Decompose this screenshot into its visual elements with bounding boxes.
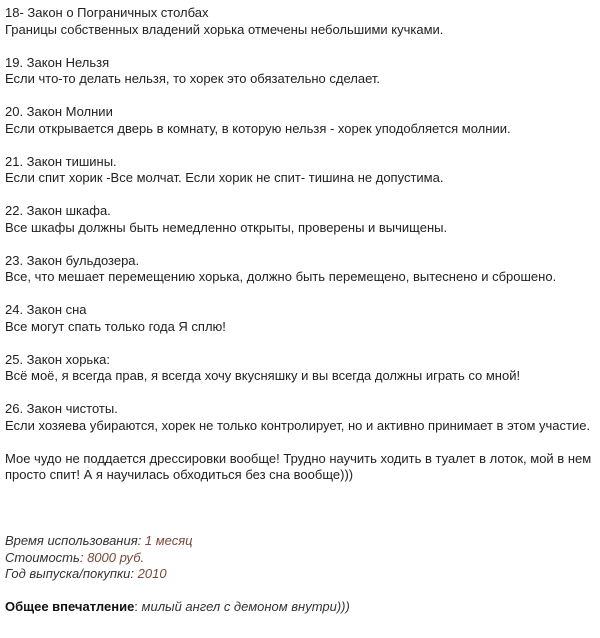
review-meta (5, 533, 595, 583)
spacer (5, 500, 595, 533)
year-row (5, 566, 595, 583)
law-22 (5, 203, 595, 236)
law-text: Границы собственных владений хорька отмечены небольшими кучками. (5, 21, 444, 37)
law-25 (5, 352, 595, 385)
law-21 (5, 154, 595, 187)
year-value: 2010 (137, 566, 167, 581)
closing-text: Мое чудо не поддается дрессировки вообще! Трудно научить ходить в туалет в лоток, мой в нем просто спит! А я научилась обходиться без сна вообще))) (5, 450, 592, 482)
law-text: Если открывается дверь в комнату, в которую нельзя - хорек уподобляется молнии. (5, 120, 511, 136)
cost-row (5, 550, 595, 567)
law-title: 21. Закон тишины. (5, 153, 117, 169)
law-title: 25. Закон хорька: (5, 351, 111, 367)
overall-separator: : (134, 598, 138, 614)
law-text: Если хозяева убираются, хорек не только контролирует, но и активно принимает в этом участие. (5, 417, 591, 433)
year-label: Год выпуска/покупки: (5, 566, 135, 581)
law-text: Если спит хорик -Все молчат. Если хорик не спит- тишина не допустима. (5, 170, 444, 185)
cost-label: Стоимость: (5, 549, 84, 565)
law-title: 26. Закон чистоты. (5, 401, 118, 416)
review-content (5, 5, 595, 615)
law-title: 19. Закон Нельзя (5, 54, 110, 70)
law-24 (5, 302, 595, 335)
law-title: 22. Закон шкафа. (5, 203, 111, 218)
cost-value: 8000 руб. (87, 549, 145, 565)
law-text: Все шкафы должны быть немедленно открыты, проверены и вычищены. (5, 219, 448, 235)
law-text: Все, что мешает перемещению хорька, должно быть перемещено, вытеснено и сброшено. (5, 269, 557, 284)
law-26 (5, 401, 595, 434)
law-18 (5, 5, 595, 38)
law-title: 20. Закон Молнии (5, 104, 113, 119)
law-title: 23. Закон бульдозера. (5, 252, 140, 268)
law-23 (5, 253, 595, 286)
overall-label: Общее впечатление (5, 598, 135, 614)
law-text: Если что-то делать нельзя, то хорек это обязательно сделает. (5, 71, 381, 86)
usage-value: 1 месяц (144, 533, 193, 548)
usage-label: Время использования: (5, 533, 142, 548)
law-title: 18- Закон о Пограничных столбах (5, 5, 209, 20)
law-text: Всё моё, я всегда прав, я всегда хочу вкусняшку и вы всегда должны играть со мной! (5, 368, 521, 383)
law-20 (5, 104, 595, 137)
law-title: 24. Закон сна (5, 302, 87, 317)
overall-impression (5, 599, 595, 616)
usage-row (5, 533, 595, 550)
law-19 (5, 55, 595, 88)
overall-value: милый ангел с демоном внутри))) (141, 598, 350, 614)
closing-paragraph (5, 451, 595, 484)
law-text: Все могут спать только года Я сплю! (5, 318, 226, 334)
